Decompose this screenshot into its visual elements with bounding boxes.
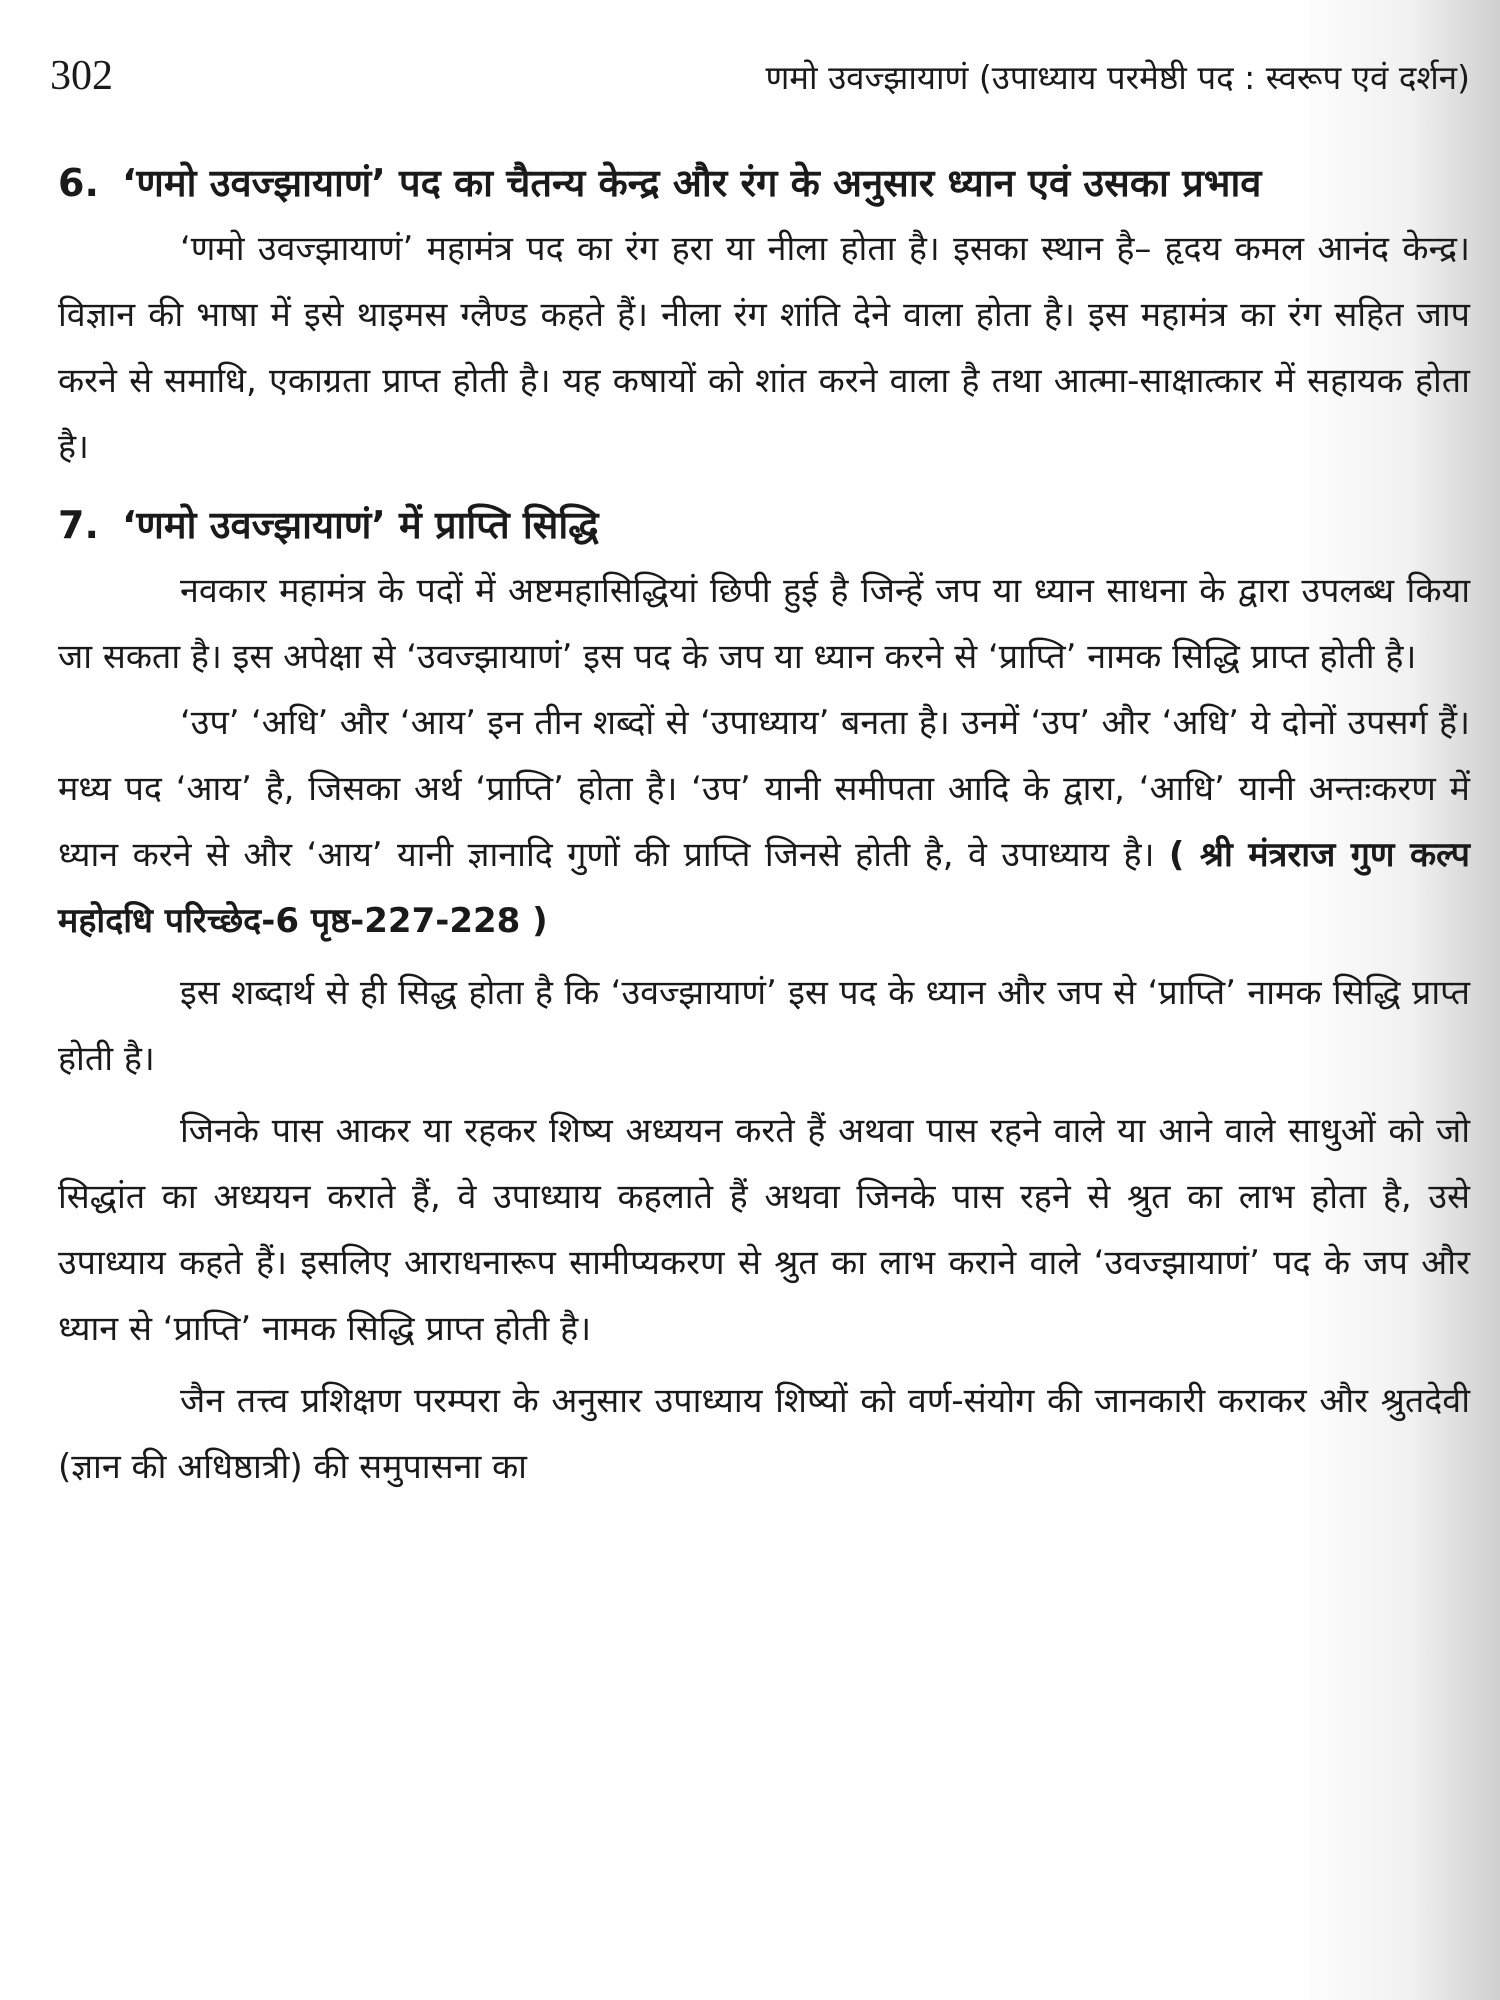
paragraph: जैन तत्त्व प्रशिक्षण परम्परा के अनुसार उपाध्याय शिष्यों को वर्ण-संयोग की जानकारी कराकर और श्रुतदेवी (ज्ञान की अधिष्ठात्री) की समुपासना का <box>58 1381 1470 1487</box>
paragraph: जिनके पास आकर या रहकर शिष्य अध्ययन करते हैं अथवा पास रहने वाले या आने वाले साधुओं को जो सिद्धांत का अध्ययन कराते हैं, वे उपाध्याय कहलाते हैं अथवा जिनके पास रहने से श्रुत का लाभ होता है, उसे उपाध्याय कहते हैं। इसलिए आराधनारूप सामीप्यकरण से श्रुत का लाभ कराने वाले ‘उवज्झायाणं’ पद के जप और ध्यान से ‘प्राप्ति’ नामक सिद्धि प्राप्त होती है। <box>58 1111 1470 1349</box>
page-content <box>58 150 1470 1500</box>
paragraph: नवकार महामंत्र के पदों में अष्टमहासिद्धियां छिपी हुई है जिन्हें जप या ध्यान साधना के द्वारा उपलब्ध किया जा सकता है। इस अपेक्षा से ‘उवज्झायाणं’ इस पद के जप या ध्यान करने से ‘प्राप्ति’ नामक सिद्धि प्राप्त होती है। <box>58 571 1470 677</box>
reference-citation: ( श्री मंत्रराज गुण कल्प महोदधि परिच्छेद-6 पृष्ठ-227-228 ) <box>58 835 1470 941</box>
paragraph-text: ‘उप’ ‘अधि’ और ‘आय’ इन तीन शब्दों से ‘उपाध्याय’ बनता है। उनमें ‘उप’ और ‘अधि’ ये दोनों उपसर्ग हैं। मध्य पद ‘आय’ है, जिसका अर्थ ‘प्राप्ति’ होता है। ‘उप’ यानी समीपता आदि के द्वारा, ‘आधि’ यानी अन्तःकरण में ध्यान करने से और ‘आय’ यानी ज्ञानादि गुणों की प्राप्ति जिनसे होती है, वे उपाध्याय है। <box>58 703 1470 875</box>
paragraph <box>58 690 1470 954</box>
section-title: ‘णमो उवज्झायाणं’ पद का चैतन्य केन्द्र और रंग के अनुसार ध्यान एवं उसका प्रभाव <box>122 161 1262 205</box>
running-title: णमो उवज्झायाणं (उपाध्याय परमेष्ठी पद : स्वरूप एवं दर्शन) <box>765 58 1470 97</box>
section-number: 7. <box>58 503 99 547</box>
section-heading-7 <box>58 492 1470 558</box>
paragraph: इस शब्दार्थ से ही सिद्ध होता है कि ‘उवज्झायाणं’ इस पद के ध्यान और जप से ‘प्राप्ति’ नामक सिद्धि प्राप्त होती है। <box>58 973 1470 1079</box>
page-number: 302 <box>50 53 113 99</box>
section-heading-6 <box>58 150 1470 216</box>
paragraph: ‘णमो उवज्झायाणं’ महामंत्र पद का रंग हरा या नीला होता है। इसका स्थान है– हृदय कमल आनंद केन्द्र। विज्ञान की भाषा में इसे थाइमस ग्लैण्ड कहते हैं। नीला रंग शांति देने वाला होता है। इस महामंत्र का रंग सहित जाप करने से समाधि, एकाग्रता प्राप्त होती है। यह कषायों को शांत करने वाला है तथा आत्मा-साक्षात्कार में सहायक होता है। <box>58 229 1470 467</box>
section-number: 6. <box>58 161 99 205</box>
page-header <box>50 52 1470 112</box>
section-title: ‘णमो उवज्झायाणं’ में प्राप्ति सिद्धि <box>122 503 599 547</box>
